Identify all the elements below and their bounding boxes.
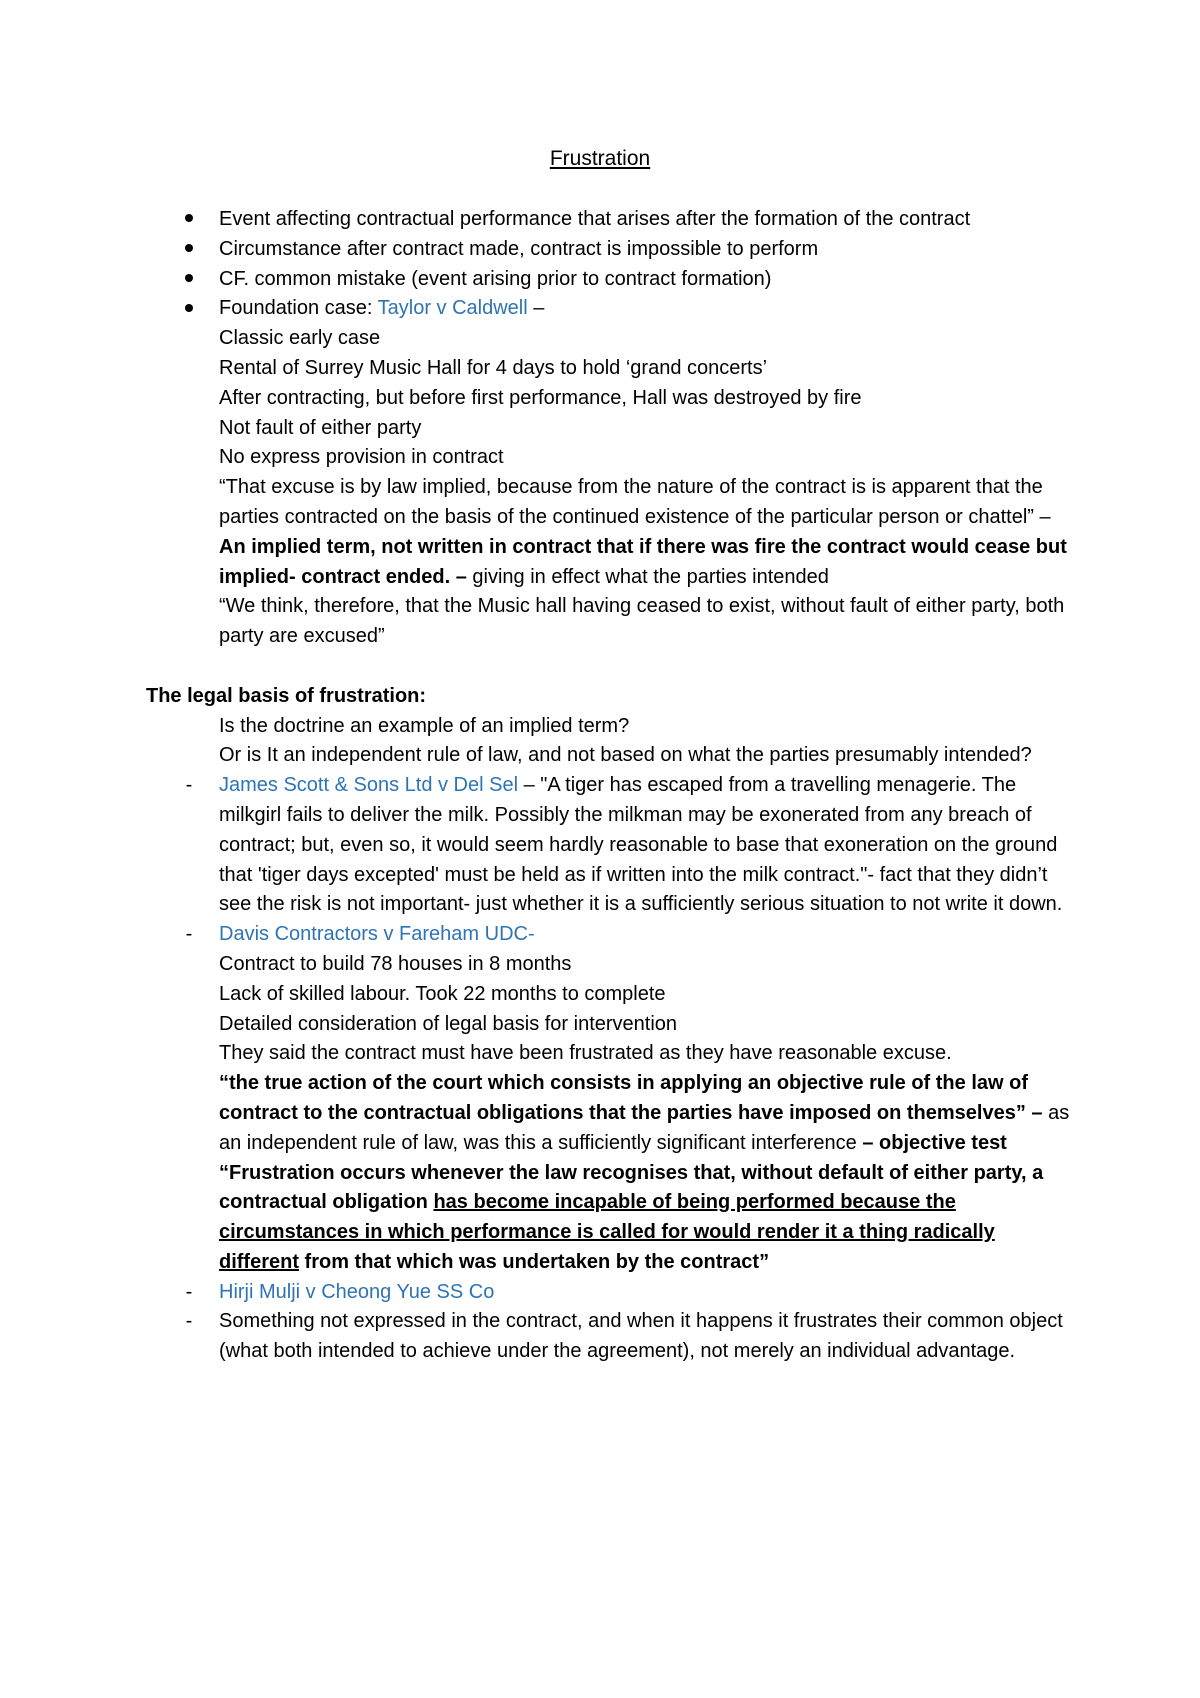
foundation-line: No express provision in contract	[219, 446, 504, 469]
frustration-definition	[0, 1159, 1079, 1278]
foundation-quote	[0, 473, 1079, 592]
bullet-icon	[178, 235, 200, 265]
case-name-taylor: Taylor v Caldwell	[377, 297, 528, 320]
davis-line: Contract to build 78 houses in 8 months	[219, 952, 572, 975]
foundation-line: After contracting, but before first performance, Hall was destroyed by fire	[219, 386, 862, 409]
dash-item-davis	[0, 920, 1079, 950]
case-text: – "A tiger has escaped from a travelling menagerie. The milkgirl fails to deliver the milk. Possibly the milkman may be exonerated from any breach of contract; but, even so, it would seem hardly reasonable to base that exoneration on the ground that 'tiger days excepted' must be held as if written into the milk contract."- fact that they didn’t see the risk is not important- just whether it is a sufficiently serious situation to not write it down.	[219, 774, 1063, 916]
davis-line: Detailed consideration of legal basis for intervention	[219, 1012, 678, 1035]
document-body	[0, 205, 1200, 1367]
dash-marker: -	[185, 1310, 193, 1333]
bullet-item-foundation	[0, 294, 1079, 324]
davis-quote	[0, 1069, 1079, 1158]
case-name-davis: Davis Contractors v Fareham UDC-	[219, 923, 535, 946]
case-name-hirji: Hirji Mulji v Cheong Yue SS Co	[219, 1280, 495, 1303]
bullet-item	[0, 235, 1079, 265]
quote-bold: An implied term, not written in contract that if there was fire the contract would cease but implied- contract ended. –	[219, 535, 1067, 588]
dash-marker: -	[185, 923, 193, 946]
bullet-item	[0, 205, 1079, 235]
foundation-suffix: –	[527, 297, 545, 320]
davis-line: They said the contract must have been frustrated as they have reasonable excuse.	[219, 1042, 952, 1065]
foundation-line: Classic early case	[219, 327, 381, 350]
case-name-james-scott: James Scott & Sons Ltd v Del Sel	[219, 774, 519, 797]
intro-line: Or is It an independent rule of law, and not based on what the parties presumably intended?	[219, 744, 1032, 767]
intro-line: Is the doctrine an example of an implied term?	[219, 714, 630, 737]
quote-bold: – objective test	[862, 1131, 1007, 1154]
foundation-prefix: Foundation case:	[219, 297, 378, 320]
dash-item-last	[0, 1307, 1079, 1367]
bullet-icon	[178, 294, 200, 324]
davis-line: Lack of skilled labour. Took 22 months to complete	[219, 982, 666, 1005]
dash-marker: -	[185, 1280, 193, 1303]
quote-bold: “the true action of the court which consists in applying an objective rule of the law of contract to the contractual obligations that the parties have imposed on themselves” –	[219, 1072, 1043, 1124]
foundation-quote-2: “We think, therefore, that the Music hall having ceased to exist, without fault of either party, both party are excused”	[219, 595, 1065, 648]
bullet-icon	[178, 205, 200, 235]
page-title: Frustration	[549, 147, 651, 170]
foundation-line: Rental of Surrey Music Hall for 4 days to hold ‘grand concerts’	[219, 356, 768, 379]
dash-text: Something not expressed in the contract, and when it happens it frustrates their common object (what both intended to achieve under the agreement), not merely an individual advantage.	[219, 1310, 1063, 1363]
bullet-text: Circumstance after contract made, contract is impossible to perform	[219, 237, 819, 260]
foundation-line: Not fault of either party	[219, 416, 422, 439]
definition-bold: “Frustration occurs whenever the law recognises that, without default of either party, a contractual obligation	[219, 1161, 1044, 1214]
bullet-item	[0, 265, 1079, 295]
quote-text: as an independent rule of law, was this a sufficiently significant interference	[219, 1101, 1070, 1154]
dash-item-hirji	[0, 1278, 1079, 1308]
quote-text: “That excuse is by law implied, because from the nature of the contract is is apparent that the parties contracted on the basis of the continued existence of the particular person or chattel” –	[219, 476, 1051, 528]
definition-tail: from that which was undertaken by the contract”	[299, 1250, 770, 1273]
bullet-text: Event affecting contractual performance that arises after the formation of the contract	[219, 208, 971, 230]
dash-marker: -	[185, 774, 193, 797]
section-heading: The legal basis of frustration:	[146, 684, 427, 707]
definition-underlined: has become incapable of being performed because the circumstances in which performance is called for would render it a thing radically different	[219, 1191, 995, 1273]
bullet-icon	[178, 265, 200, 295]
dash-item-james	[0, 771, 1079, 920]
quote-tail: giving in effect what the parties intended	[466, 565, 829, 588]
bullet-text: CF. common mistake (event arising prior to contract formation)	[219, 267, 772, 290]
